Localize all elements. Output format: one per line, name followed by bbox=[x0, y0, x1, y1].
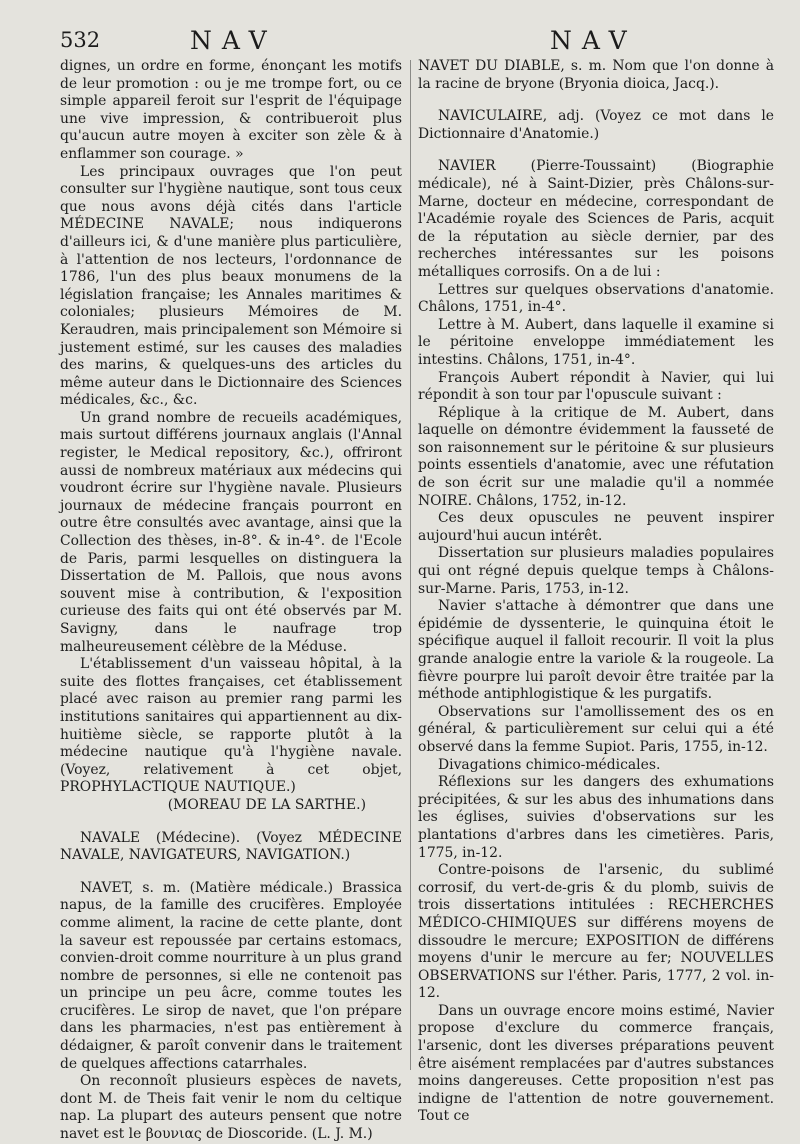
paragraph: Ces deux opuscules ne peuvent inspirer aujourd'hui aucun intérêt. bbox=[418, 510, 774, 544]
paragraph: Navier s'attache à démontrer que dans une épidémie de dyssenterie, le quinquina étoit le spécifique auquel il falloit recourir. Il voit la plus grande analogie entre la variole & la rougeole. La fièvre pourpre lui paroît devoir être traitée par la méthode antiphlogistique & les purgatifs. bbox=[418, 598, 774, 703]
right-column bbox=[418, 58, 774, 1125]
bibliography-item: Contre-poisons de l'arsenic, du sublimé corrosif, du vert-de-gris & du plomb, suivis de trois dissertations intitulées : RECHERCHES MÉDICO-CHIMIQUES sur différens moyens de dissoudre le mercure; EXPOSITION de différens moyens d'unir le mercure au fer; NOUVELLES OBSERVATIONS sur l'éther. Paris, 1777, 2 vol. in-12. bbox=[418, 862, 774, 1002]
entry-navet: NAVET, s. m. (Matière médicale.) Brassica napus, de la famille des crucifères. Employée comme aliment, la racine de cette plante, dont la saveur est repoussée par certains estomacs, convien-droit comme nourriture à un plus grand nombre de personnes, si elle ne contenoit pas un principe un peu âcre, comme toutes les crucifères. Le sirop de navet, que l'on prépare dans les pharmacies, n'est pas entièrement à dédaigner, & paroît convenir dans le traitement de quelques affections catarrhales. bbox=[60, 879, 402, 1072]
running-head-right: NAV bbox=[550, 26, 637, 55]
paragraph: On reconnoît plusieurs espèces de navets, dont M. de Theis fait venir le nom du celtique nap. La plupart des auteurs pensent que notre navet est le βουνιας de Dioscoride. (L. J. M.) bbox=[60, 1073, 402, 1143]
paragraph: Les principaux ouvrages que l'on peut consulter sur l'hygiène nautique, sont tous ceux que nous avons déjà cités dans l'article MÉDECINE NAVALE; nous indiquerons d'ailleurs ici, & d'une manière plus particulière, à l'attention de nos lecteurs, l'ordonnance de 1786, l'un des plus beaux monumens de la législation française; les Annales maritimes & coloniales; plusieurs Mémoires de M. Keraudren, mais principalement son Mémoire si justement estimé, sur les causes des maladies des marins, & quelques-uns des articles du même auteur dans le Dictionnaire des Sciences médicales, &c., &c. bbox=[60, 163, 402, 409]
page-number: 532 bbox=[60, 28, 101, 52]
paragraph: François Aubert répondit à Navier, qui lui répondit à son tour par l'opuscule suivant : bbox=[418, 369, 774, 404]
column-divider bbox=[410, 60, 411, 1070]
entry-navale: NAVALE (Médecine). (Voyez MÉDECINE NAVALE, NAVIGATEURS, NAVIGATION.) bbox=[60, 829, 402, 864]
entry-navier: NAVIER (Pierre-Toussaint) (Biographie médicale), né à Saint-Dizier, près Châlons-sur-Marne, docteur en médecine, correspondant de l'Académie royale des Sciences de Paris, acquit de la réputation au siècle dernier, par des recherches intéressantes sur les poisons métalliques corrosifs. On a de lui : bbox=[418, 158, 774, 280]
bibliography-item: Observations sur l'amollissement des os en général, & particulièrement sur celui qui a été observé dans la femme Supiot. Paris, 1755, in-12. bbox=[418, 703, 774, 755]
author-signature: (MOREAU DE LA SARTHE.) bbox=[167, 796, 366, 813]
page-header bbox=[60, 22, 756, 62]
paragraph: L'établissement d'un vaisseau hôpital, à la suite des flottes françaises, cet établissement placé avec raison au premier rang parmi les institutions sanitaires qui appartiennent au dix-huitième siècle, se rapporte plutôt à la médecine nautique qu'à l'hygiène navale. (Voyez, relativement à cet objet, PROPHYLACTIQUE NAUTIQUE.) bbox=[60, 656, 402, 796]
entry-navet-du-diable: NAVET DU DIABLE, s. m. Nom que l'on donne à la racine de bryone (Bryonia dioica, Jacq.). bbox=[418, 58, 774, 92]
bibliography-item: Lettre à M. Aubert, dans laquelle il examine si le péritoine enveloppe immédiatement les intestins. Châlons, 1751, in-4°. bbox=[418, 316, 774, 368]
paragraph: Dans un ouvrage encore moins estimé, Navier propose d'exclure du commerce français, l'arsenic, dont les diverses préparations peuvent être aisément remplacées par d'autres substances moins dangereuses. Cette proposition n'est pas indigne de l'attention de notre gouvernement. Tout ce bbox=[418, 1002, 774, 1125]
paragraph: Un grand nombre de recueils académiques, mais surtout différens journaux anglais (l'Annal register, le Medical repository, &c.), offriront aussi de nombreux matériaux aux médecins qui voudront écrire sur l'hygiène navale. Plusieurs journaux de médecine français pourront en outre être consultés avec avantage, ainsi que la Collection des thèses, in-8°. & in-4°. de l'Ecole de Paris, parmi lesquelles on distinguera la Dissertation de M. Pallois, que nous avons souvent mise à contribution, & l'exposition curieuse des faits qui ont été observés par M. Savigny, dans le naufrage trop malheureusement célèbre de la Méduse. bbox=[60, 409, 402, 655]
entry-naviculaire: NAVICULAIRE, adj. (Voyez ce mot dans le Dictionnaire d'Anatomie.) bbox=[418, 108, 774, 142]
paragraph: dignes, un ordre en forme, énonçant les motifs de leur promotion : ou je me trompe fort, ou ce simple appareil feroit sur l'esprit de l'équipage une vive impression, & contribueroit plus qu'aucun autre moyen à exciter son zèle & à enflammer son courage. » bbox=[60, 58, 402, 162]
bibliography-item: Réplique à la critique de M. Aubert, dans laquelle on démontre évidemment la fausseté de son raisonnement sur le péritoine & sur plusieurs points essentiels d'anatomie, avec une réfutation de son écrit sur une maladie qu'il a nommée NOIRE. Châlons, 1752, in-12. bbox=[418, 404, 774, 509]
bibliography-item: Dissertation sur plusieurs maladies populaires qui ont régné depuis quelque temps à Châlons-sur-Marne. Paris, 1753, in-12. bbox=[418, 545, 774, 597]
paragraph: Divagations chimico-médicales. bbox=[438, 756, 661, 773]
bibliography-item: Réflexions sur les dangers des exhumations précipitées, & sur les abus des inhumations dans les églises, suivies d'observations sur les plantations d'arbres dans les cimetières. Paris, 1775, in-12. bbox=[418, 774, 774, 861]
left-column bbox=[60, 58, 402, 1143]
bibliography-item: Lettres sur quelques observations d'anatomie. Châlons, 1751, in-4°. bbox=[418, 281, 774, 316]
running-head-left: NAV bbox=[190, 26, 277, 55]
